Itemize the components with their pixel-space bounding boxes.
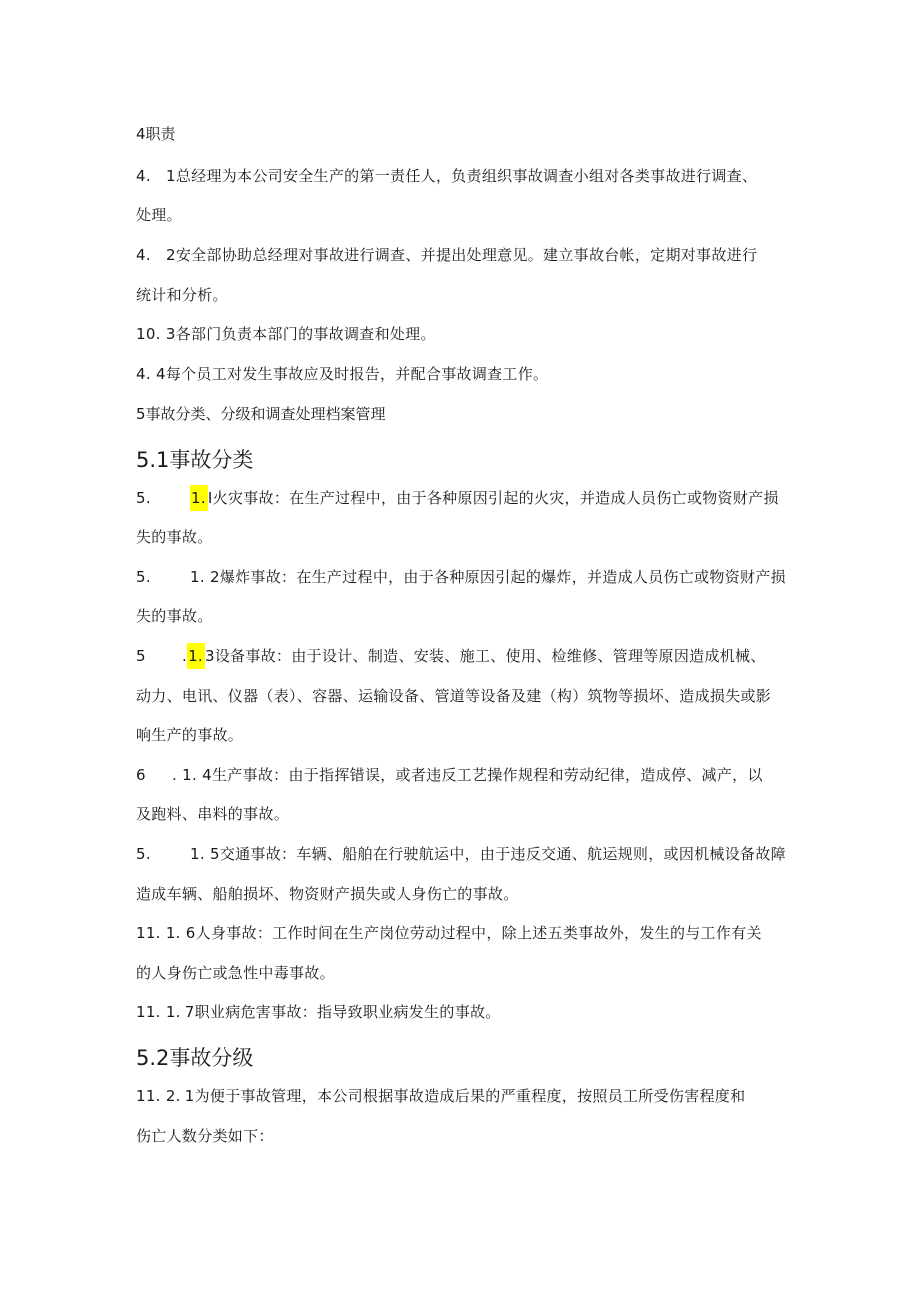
- paragraph-4-1: [136, 166, 757, 186]
- item-5-1-4-cont: 及跑料、串料的事故。: [136, 805, 290, 823]
- highlight-mark: 1.: [187, 643, 205, 669]
- item-number: 5: [136, 647, 146, 665]
- section-5-heading: 5事故分类、分级和调查处理档案管理: [136, 405, 386, 423]
- item-5-1-2: [136, 567, 786, 587]
- item-number: 11. 2.: [136, 1087, 181, 1105]
- item-5-1-7: [136, 1002, 501, 1022]
- item-5-1-1-cont: 失的事故。: [136, 528, 213, 546]
- item-prefix: .: [182, 647, 188, 665]
- paragraph-4-4: 4. 4每个员工对发生事故应及时报告，并配合事故调查工作。: [136, 365, 549, 383]
- paragraph-4-3: 10. 3各部门负责本部门的事故调查和处理。: [136, 325, 436, 343]
- item-number: 5.: [136, 568, 151, 586]
- item-5-1-1: [136, 488, 779, 508]
- item-5-1-6: [136, 923, 762, 943]
- paragraph-number: 4.: [136, 167, 151, 185]
- item-5-2-1-cont: 伤亡人数分类如下：: [136, 1127, 274, 1145]
- item-text: 1. 5交通事故：车辆、船舶在行驶航运中，由于违反交通、航运规则，或因机械设备故障: [190, 845, 786, 863]
- item-5-2-1: [136, 1086, 745, 1106]
- item-number: 6: [136, 766, 146, 784]
- item-text: 1. 2爆炸事故：在生产过程中，由于各种原因引起的爆炸，并造成人员伤亡或物资财产损: [190, 568, 786, 586]
- paragraph-number: 4.: [136, 246, 151, 264]
- item-5-1-5-cont: 造成车辆、船舶损坏、物资财产损失或人身伤亡的事故。: [136, 885, 519, 903]
- item-5-1-6-cont: 的人身伤亡或急性中毒事故。: [136, 964, 335, 982]
- paragraph-4-1-cont: 处理。: [136, 206, 182, 224]
- item-5-1-3-cont: 动力、电讯、仪器（表）、容器、运输设备、管道等设备及建（构）筑物等损坏、造成损失或影: [136, 687, 772, 705]
- item-text: 7职业病危害事故：指导致职业病发生的事故。: [184, 1003, 501, 1021]
- section-4-heading: 4职责: [136, 125, 176, 143]
- item-number: 5.: [136, 845, 151, 863]
- item-number: 11. 1.: [136, 1003, 181, 1021]
- paragraph-text: 1总经理为本公司安全生产的第一责任人，负责组织事故调查小组对各类事故进行调查、: [166, 167, 758, 185]
- item-text: 3设备事故：由于设计、制造、安装、施工、使用、检维修、管理等原因造成机械、: [205, 647, 766, 665]
- item-text: 人身事故：工作时间在生产岗位劳动过程中，除上述五类事故外，发生的与工作有关: [195, 924, 762, 942]
- item-text: . 1. 4生产事故：由于指挥错误，或者违反工艺操作规程和劳动纪律，造成停、减产，以: [172, 766, 763, 784]
- item-5-1-3: [136, 646, 766, 666]
- item-text: I火灾事故：在生产过程中，由于各种原因引起的火灾，并造成人员伤亡或物资财产损: [207, 489, 779, 507]
- item-number: 11. 1. 6: [136, 924, 196, 942]
- section-5-2-title: 5.2事故分级: [136, 1046, 254, 1070]
- item-text: 1为便于事故管理，本公司根据事故造成后果的严重程度，按照员工所受伤害程度和: [184, 1087, 746, 1105]
- highlight-mark: 1.: [190, 485, 208, 511]
- paragraph-4-2: [136, 245, 757, 265]
- item-5-1-4: [136, 765, 763, 785]
- item-5-1-5: [136, 844, 786, 864]
- item-number: 5.: [136, 489, 151, 507]
- item-5-1-3-cont2: 响生产的事故。: [136, 726, 244, 744]
- paragraph-4-2-cont: 统计和分析。: [136, 286, 228, 304]
- item-5-1-2-cont: 失的事故。: [136, 607, 213, 625]
- paragraph-text: 2安全部协助总经理对事故进行调查、并提出处理意见。建立事故台帐，定期对事故进行: [166, 246, 758, 264]
- section-5-1-title: 5.1事故分类: [136, 448, 254, 472]
